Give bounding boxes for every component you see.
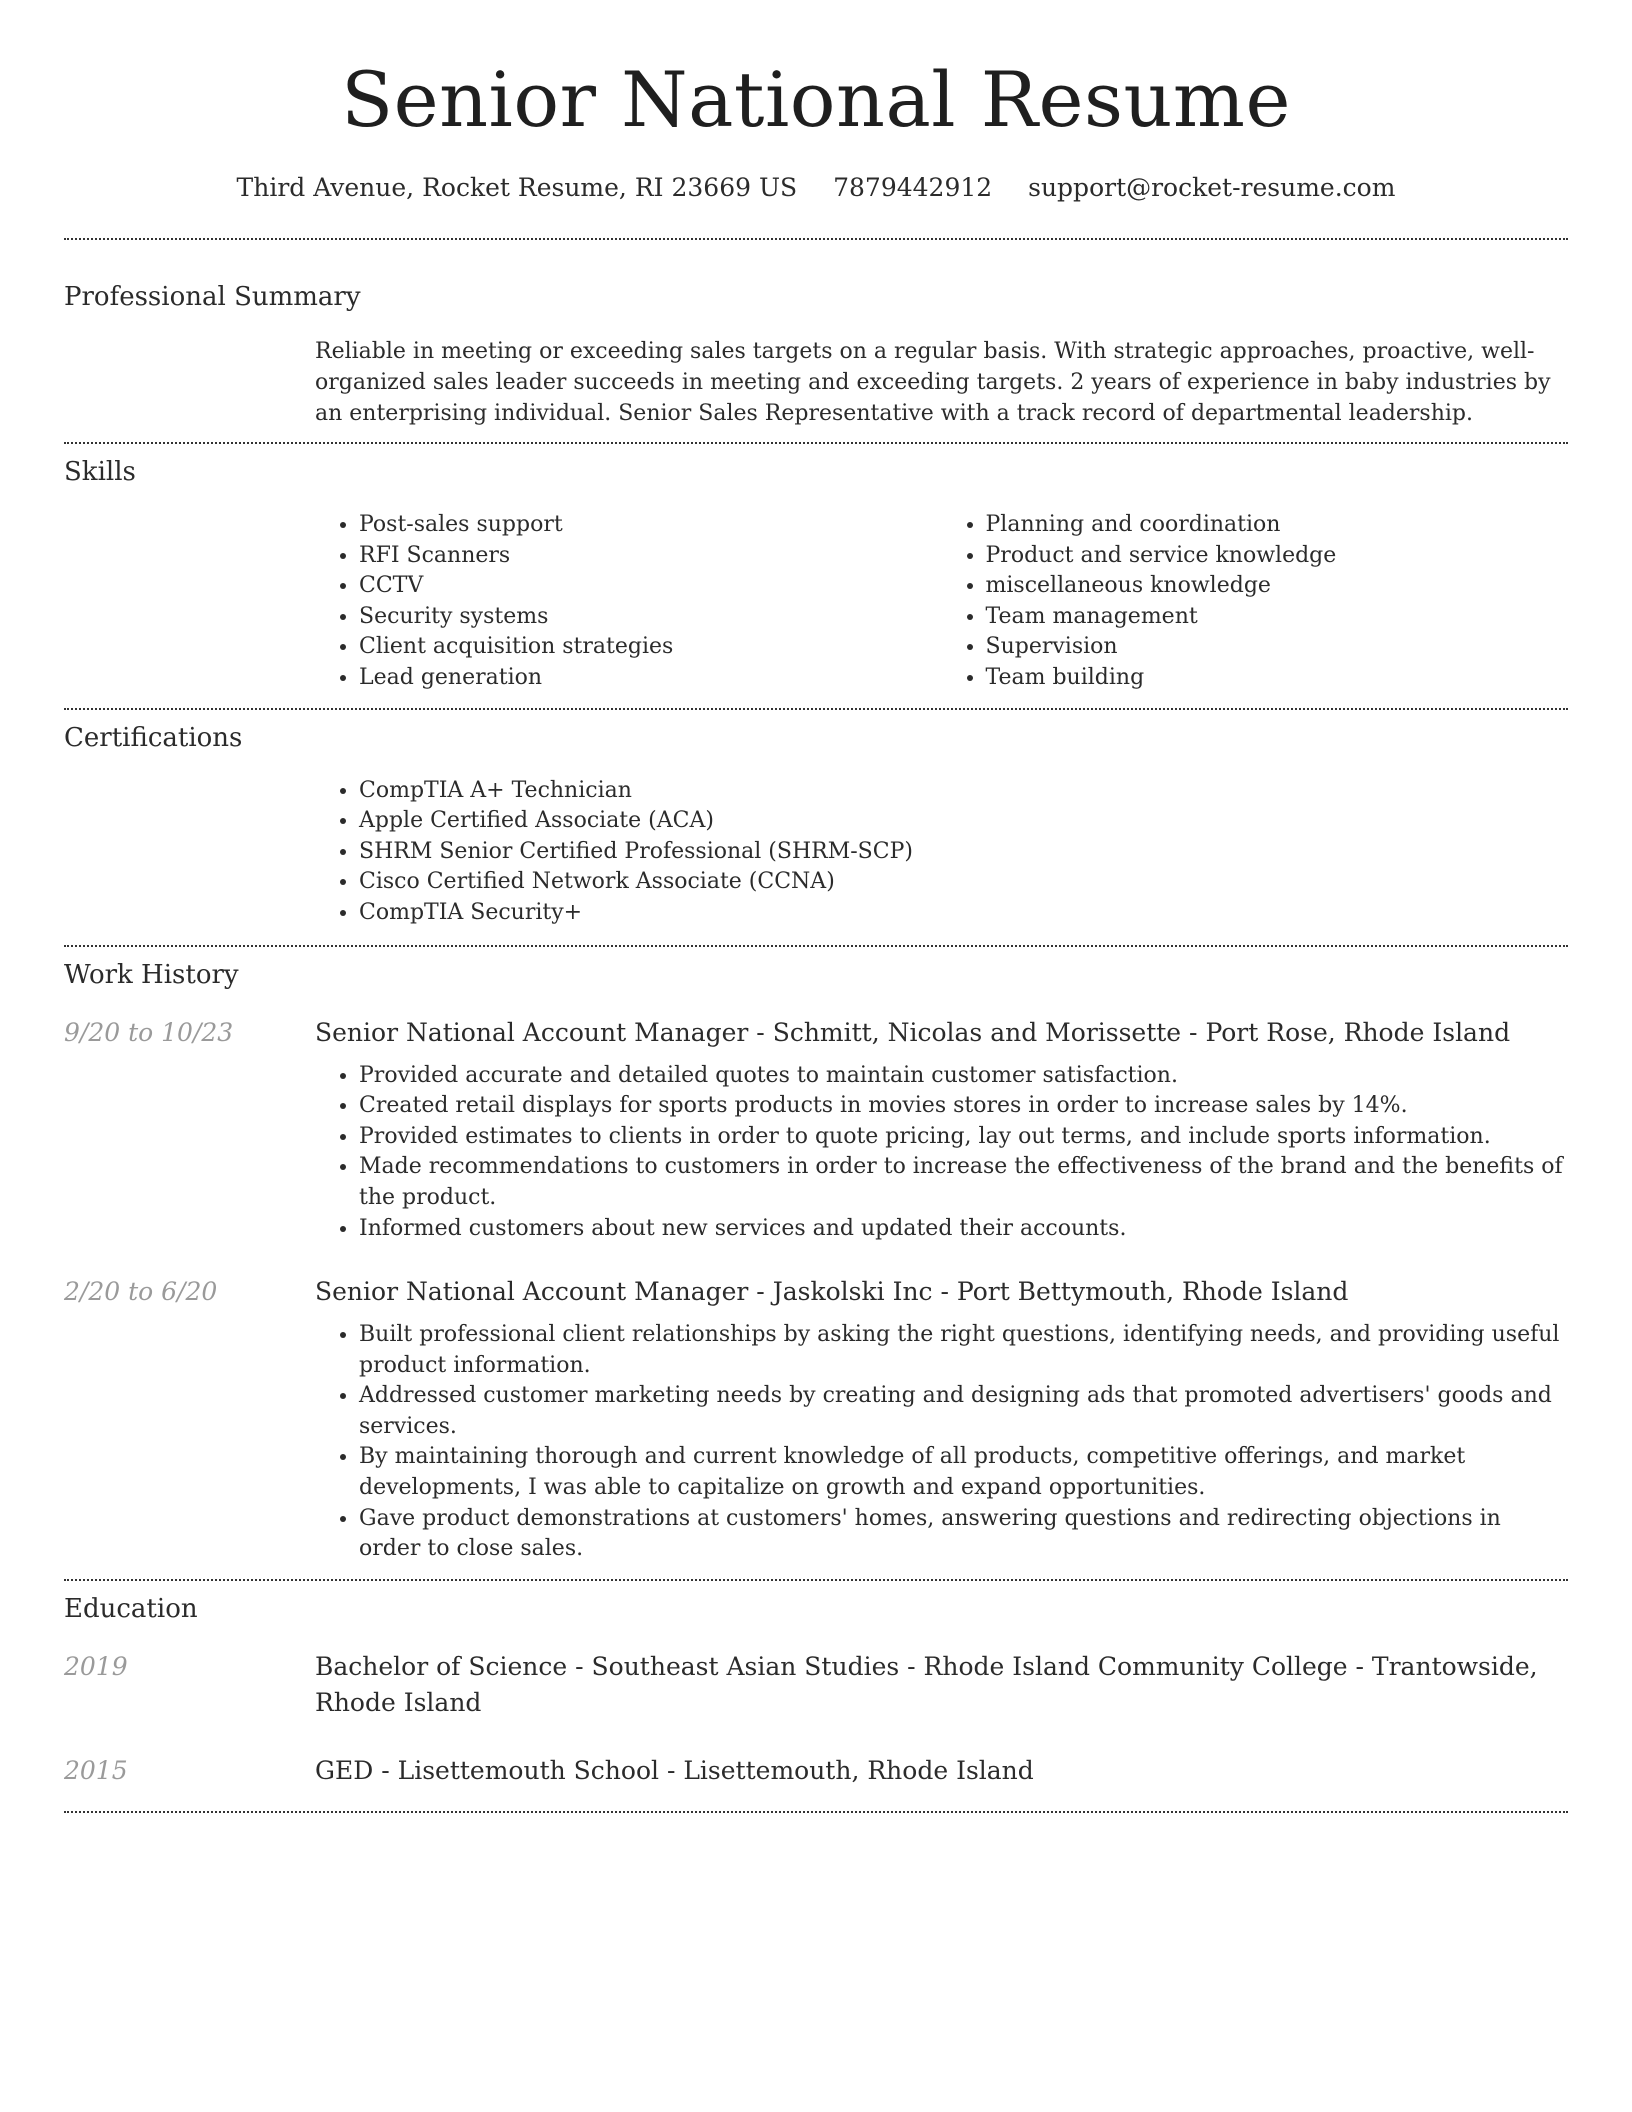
education-heading: Education	[64, 1593, 198, 1624]
skills-list-right	[942, 510, 1569, 694]
skills-list-left	[315, 510, 942, 694]
section-divider	[64, 1811, 1568, 1813]
education-details: Bachelor of Science - Southeast Asian Studies - Rhode Island Community College - Trantowside, Rhode Island	[315, 1651, 1538, 1717]
list-item: • Team management	[986, 602, 1569, 633]
list-item: • miscellaneous knowledge	[986, 571, 1569, 602]
contact-line	[64, 170, 1568, 206]
education-details: GED - Lisettemouth School - Lisettemouth, Rhode Island	[315, 1755, 1034, 1785]
contact-email: support@rocket-resume.com	[1028, 173, 1396, 202]
job-bullets	[315, 1061, 1568, 1245]
list-item: • Informed customers about new services and updated their accounts.	[359, 1214, 1568, 1245]
list-item: • RFI Scanners	[359, 541, 942, 572]
job-entry	[64, 1015, 1568, 1245]
job-details	[315, 1274, 1568, 1565]
certifications-heading: Certifications	[64, 722, 243, 753]
skills-section	[64, 444, 1568, 694]
list-item: • Post-sales support	[359, 510, 942, 541]
contact-address: Third Avenue, Rocket Resume, RI 23669 US	[236, 173, 798, 202]
certifications-list	[315, 776, 1568, 929]
education-entry	[64, 1753, 1568, 1789]
job-dates: 2/20 to 6/20	[64, 1277, 218, 1307]
job-title: Senior National Account Manager - Jaskolski Inc - Port Bettymouth, Rhode Island	[315, 1277, 1349, 1307]
list-item: • Apple Certified Associate (ACA)	[359, 806, 1568, 837]
list-item: • Product and service knowledge	[986, 541, 1569, 572]
list-item: • Supervision	[986, 632, 1569, 663]
education-section	[64, 1581, 1568, 1789]
skills-heading: Skills	[64, 457, 136, 487]
list-item: • Built professional client relationships by asking the right questions, identifying needs, and providing useful product information.	[359, 1320, 1568, 1381]
job-title: Senior National Account Manager - Schmitt, Nicolas and Morissette - Port Rose, Rhode Island	[315, 1017, 1511, 1047]
job-bullets	[315, 1320, 1568, 1565]
list-item: • CCTV	[359, 571, 942, 602]
list-item: • CompTIA A+ Technician	[359, 776, 1568, 807]
list-item: • Addressed customer marketing needs by creating and designing ads that promoted advertisers' goods and services.	[359, 1381, 1568, 1442]
work-history-heading: Work History	[64, 959, 239, 990]
job-entry	[64, 1274, 1568, 1565]
certifications-section	[64, 710, 1568, 929]
resume-name: Senior National Resume	[341, 55, 1291, 144]
job-details	[315, 1015, 1568, 1245]
summary-text: Reliable in meeting or exceeding sales targets on a regular basis. With strategic approaches, proactive, well-organized sales leader succeeds in meeting and exceeding targets. 2 years of experience in baby industries by an enterprising individual. Senior Sales Representative with a track record of departmental leadership.	[315, 339, 1551, 426]
skills-columns	[315, 510, 1568, 694]
list-item: • Cisco Certified Network Associate (CCNA)	[359, 867, 1568, 898]
list-item: • Security systems	[359, 602, 942, 633]
list-item: • Made recommendations to customers in order to increase the effectiveness of the brand and the benefits of the product.	[359, 1152, 1568, 1213]
summary-section	[64, 240, 1568, 429]
list-item: • Team building	[986, 663, 1569, 694]
list-item: • Created retail displays for sports products in movies stores in order to increase sales by 14%.	[359, 1091, 1568, 1122]
certifications-block	[315, 776, 1568, 929]
contact-phone: 7879442912	[833, 173, 993, 202]
list-item: • CompTIA Security+	[359, 898, 1568, 929]
list-item: • By maintaining thorough and current knowledge of all products, competitive offerings, and market developments, I was able to capitalize on growth and expand opportunities.	[359, 1442, 1568, 1503]
list-item: • Planning and coordination	[986, 510, 1569, 541]
job-dates: 9/20 to 10/23	[64, 1017, 234, 1047]
summary-heading: Professional Summary	[64, 282, 361, 312]
list-item: • Lead generation	[359, 663, 942, 694]
list-item: • Gave product demonstrations at customers' homes, answering questions and redirecting objections in order to close sales.	[359, 1504, 1568, 1565]
list-item: • Client acquisition strategies	[359, 632, 942, 663]
work-history-section	[64, 947, 1568, 1565]
education-year: 2015	[64, 1755, 128, 1785]
list-item: • SHRM Senior Certified Professional (SHRM-SCP)	[359, 837, 1568, 868]
education-year: 2019	[64, 1651, 128, 1681]
resume-page	[64, 0, 1568, 1813]
education-entry	[64, 1649, 1568, 1721]
list-item: • Provided estimates to clients in order to quote pricing, lay out terms, and include sports information.	[359, 1122, 1568, 1153]
list-item: • Provided accurate and detailed quotes to maintain customer satisfaction.	[359, 1061, 1568, 1092]
